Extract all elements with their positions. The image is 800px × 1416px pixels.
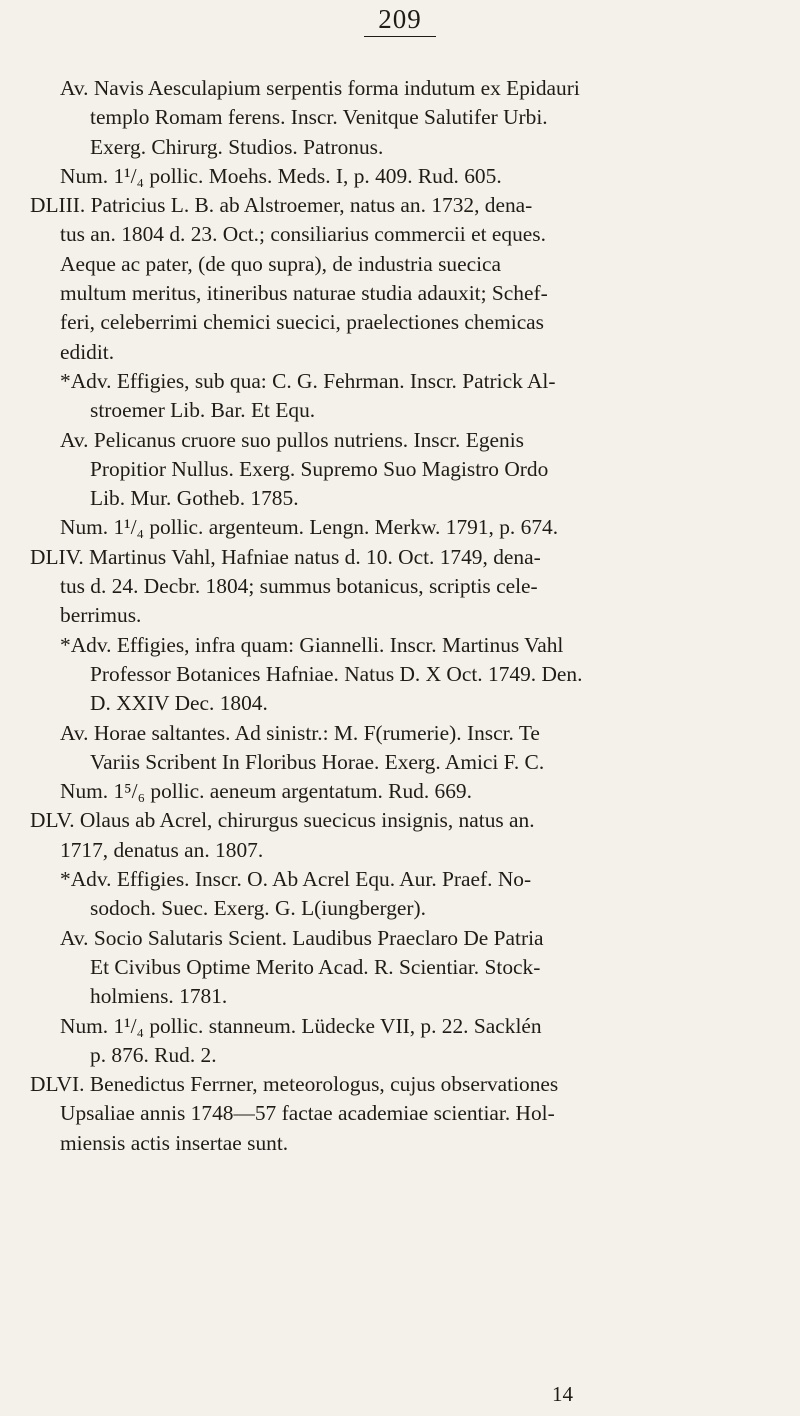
- text-line: Num. 1⁵/₆ pollic. aeneum argentatum. Rud. 669.: [60, 779, 472, 804]
- text-line: p. 876. Rud. 2.: [90, 1042, 217, 1067]
- text-line: Av. Navis Aesculapium serpentis forma indutum ex Epidauri: [60, 76, 580, 100]
- text-line: *Adv. Effigies, infra quam: Giannelli. Inscr. Martinus Vahl: [60, 632, 564, 657]
- text-line: Av. Horae saltantes. Ad sinistr.: M. F(rumerie). Inscr. Te: [60, 720, 540, 745]
- signature-mark: 14: [552, 1382, 573, 1406]
- text-line: Num. 1¹/₄ pollic. stanneum. Lüdecke VII, p. 22. Sacklén: [60, 1013, 542, 1038]
- text-line: Lib. Mur. Gotheb. 1785.: [90, 486, 299, 511]
- text-line: 1717, denatus an. 1807.: [60, 837, 264, 862]
- text-line: sodoch. Suec. Exerg. G. L(iungberger).: [90, 896, 427, 921]
- text-line: tus an. 1804 d. 23. Oct.; consiliarius commercii et eques.: [60, 222, 546, 247]
- text-line: holmiens. 1781.: [90, 984, 228, 1009]
- text-line: Upsaliae annis 1748—57 factae academiae scientiar. Hol-: [60, 1101, 555, 1126]
- text-line: Propitior Nullus. Exerg. Supremo Suo Magistro Ordo: [90, 456, 549, 481]
- text-line: tus d. 24. Decbr. 1804; summus botanicus, scriptis cele-: [60, 574, 538, 599]
- text-line: D. XXIV Dec. 1804.: [90, 691, 268, 716]
- text-line: stroemer Lib. Bar. Et Equ.: [90, 398, 316, 423]
- page-number: 209: [0, 4, 800, 37]
- text-line: edidit.: [60, 339, 115, 364]
- entry-heading-dliv: DLIV. Martinus Vahl, Hafniae natus d. 10. Oct. 1749, dena-: [30, 544, 541, 569]
- text-line: feri, celeberrimi chemici suecici, praelectiones chemicas: [60, 310, 545, 335]
- text-line: Num. 1¹/₄ pollic. Moehs. Meds. I, p. 409. Rud. 605.: [60, 163, 502, 188]
- body-text: [30, 74, 772, 1158]
- text-line: Av. Pelicanus cruore suo pullos nutriens. Inscr. Egenis: [60, 427, 524, 452]
- text-line: Aeque ac pater, (de quo supra), de industria suecica: [60, 251, 502, 276]
- text-line: *Adv. Effigies, sub qua: C. G. Fehrman. Inscr. Patrick Al-: [60, 368, 556, 393]
- text-line: miensis actis insertae sunt.: [60, 1130, 289, 1155]
- text-line: *Adv. Effigies. Inscr. O. Ab Acrel Equ. Aur. Praef. No-: [60, 867, 532, 892]
- entry-heading-dlvi: DLVI. Benedictus Ferrner, meteorologus, cujus observationes: [30, 1072, 559, 1097]
- entry-heading-dlv: DLV. Olaus ab Acrel, chirurgus suecicus insignis, natus an.: [30, 808, 535, 833]
- text-line: Et Civibus Optime Merito Acad. R. Scientiar. Stock-: [90, 954, 541, 979]
- text-line: Av. Socio Salutaris Scient. Laudibus Praeclaro De Patria: [60, 925, 544, 950]
- text-line: Num. 1¹/₄ pollic. argenteum. Lengn. Merkw. 1791, p. 674.: [60, 515, 559, 540]
- text-line: Exerg. Chirurg. Studios. Patronus.: [90, 134, 384, 159]
- text-line: Variis Scribent In Floribus Horae. Exerg. Amici F. C.: [90, 749, 545, 774]
- text-line: berrimus.: [60, 603, 142, 628]
- entry-heading-dliii: DLIII. Patricius L. B. ab Alstroemer, natus an. 1732, dena-: [30, 193, 533, 218]
- text-line: Professor Botanices Hafniae. Natus D. X Oct. 1749. Den.: [90, 661, 583, 686]
- text-line: multum meritus, itineribus naturae studia adauxit; Schef-: [60, 281, 548, 306]
- text-line: templo Romam ferens. Inscr. Venitque Salutifer Urbi.: [90, 105, 548, 130]
